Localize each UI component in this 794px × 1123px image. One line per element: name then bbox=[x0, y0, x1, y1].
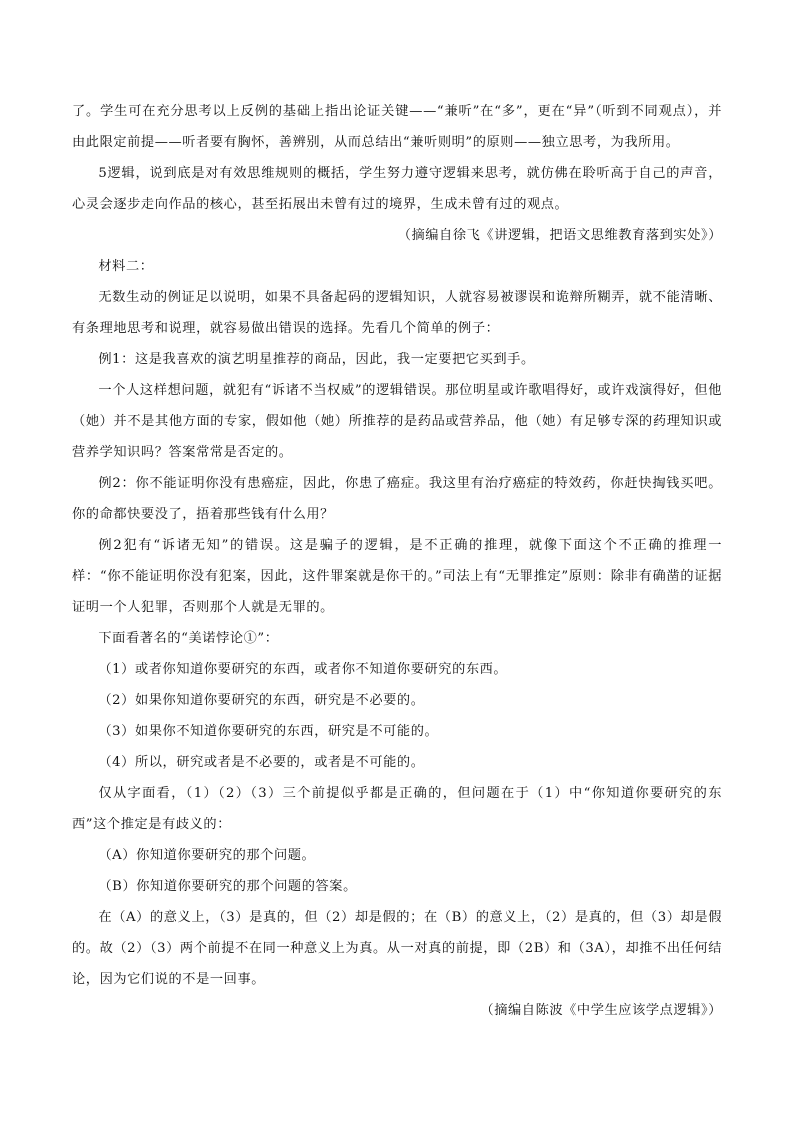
example-1: 例1：这是我喜欢的演艺明星推荐的商品，因此，我一定要把它买到手。 bbox=[98, 352, 535, 367]
paragraph-intro-examples: 无数生动的例证足以说明，如果不具备起码的逻辑知识，人就容易被谬误和诡辩所糊弄，就不能清晰、有条理地思考和说理，就容易做出错误的选择。先看几个简单的例子： bbox=[72, 290, 722, 336]
material-two-heading: 材料二： bbox=[98, 259, 154, 274]
paragraph-ambiguity: 仅从字面看，（1）（2）（3）三个前提似乎都是正确的，但问题在于（1）中“你知道你要研究的东西”这个推定是有歧义的： bbox=[72, 786, 722, 832]
premise-3: （3）如果你不知道你要研究的东西，研究是不可能的。 bbox=[98, 724, 439, 739]
meaning-a: （A）你知道你要研究的那个问题。 bbox=[98, 848, 316, 863]
premise-1: （1）或者你知道你要研究的东西，或者你不知道你要研究的东西。 bbox=[98, 662, 508, 677]
paragraph-continuation: 了。学生可在充分思考以上反例的基础上指出论证关键——“兼听”在“多”，更在“异”（听到不同观点），并由此限定前提——听者要有胸怀，善辨别，从而总结出“兼听则明”的原则——独立思考，为我所用。 bbox=[72, 104, 722, 150]
paragraph-logic-summary: 5逻辑，说到底是对有效思维规则的概括，学生努力遵守逻辑来思考，就仿佛在聆听高于自己的声音，心灵会逐步走向作品的核心，甚至拓展出未曾有过的境界，生成未曾有过的观点。 bbox=[72, 166, 722, 212]
premise-2: （2）如果你知道你要研究的东西，研究是不必要的。 bbox=[98, 693, 425, 708]
document-body bbox=[72, 96, 722, 1026]
example-2: 例2：你不能证明你没有患癌症，因此，你患了癌症。我这里有治疗癌症的特效药，你赶快掏钱买吧。你的命都快要没了，捂着那些钱有什么用？ bbox=[72, 476, 722, 522]
conclusion-4: （4）所以，研究或者是不必要的，或者是不可能的。 bbox=[98, 755, 425, 770]
paragraph-authority-fallacy: 一个人这样想问题，就犯有“诉诸不当权威”的逻辑错误。那位明星或许歌唱得好，或许戏演得好，但他（她）并不是其他方面的专家，假如他（她）所推荐的是药品或营养品，他（她）有足够专深的药理知识或营养学知识吗？答案常常是否定的。 bbox=[72, 383, 722, 460]
meaning-b: （B）你知道你要研究的那个问题的答案。 bbox=[98, 879, 357, 894]
source-citation-1: （摘编自徐飞《讲逻辑，把语文思维教育落到实处》） bbox=[397, 228, 722, 243]
paragraph-ignorance-fallacy: 例2犯有“诉诸无知”的错误。这是骗子的逻辑，是不正确的推理，就像下面这个不正确的推理一样：“你不能证明你没有犯案，因此，这件罪案就是你干的。”司法上有“无罪推定”原则：除非有确凿的证据证明一个人犯罪，否则那个人就是无罪的。 bbox=[72, 538, 722, 615]
paragraph-analysis: 在（A）的意义上，（3）是真的，但（2）却是假的；在（B）的意义上，（2）是真的，但（3）却是假的。故（2）（3）两个前提不在同一种意义上为真。从一对真的前提，即（2B）和（3A），却推不出任何结论，因为它们说的不是一回事。 bbox=[72, 910, 722, 987]
source-citation-2: （摘编自陈波《中学生应该学点逻辑》） bbox=[480, 1003, 722, 1018]
meno-paradox-intro: 下面看著名的“美诺悖论①”： bbox=[98, 631, 279, 646]
